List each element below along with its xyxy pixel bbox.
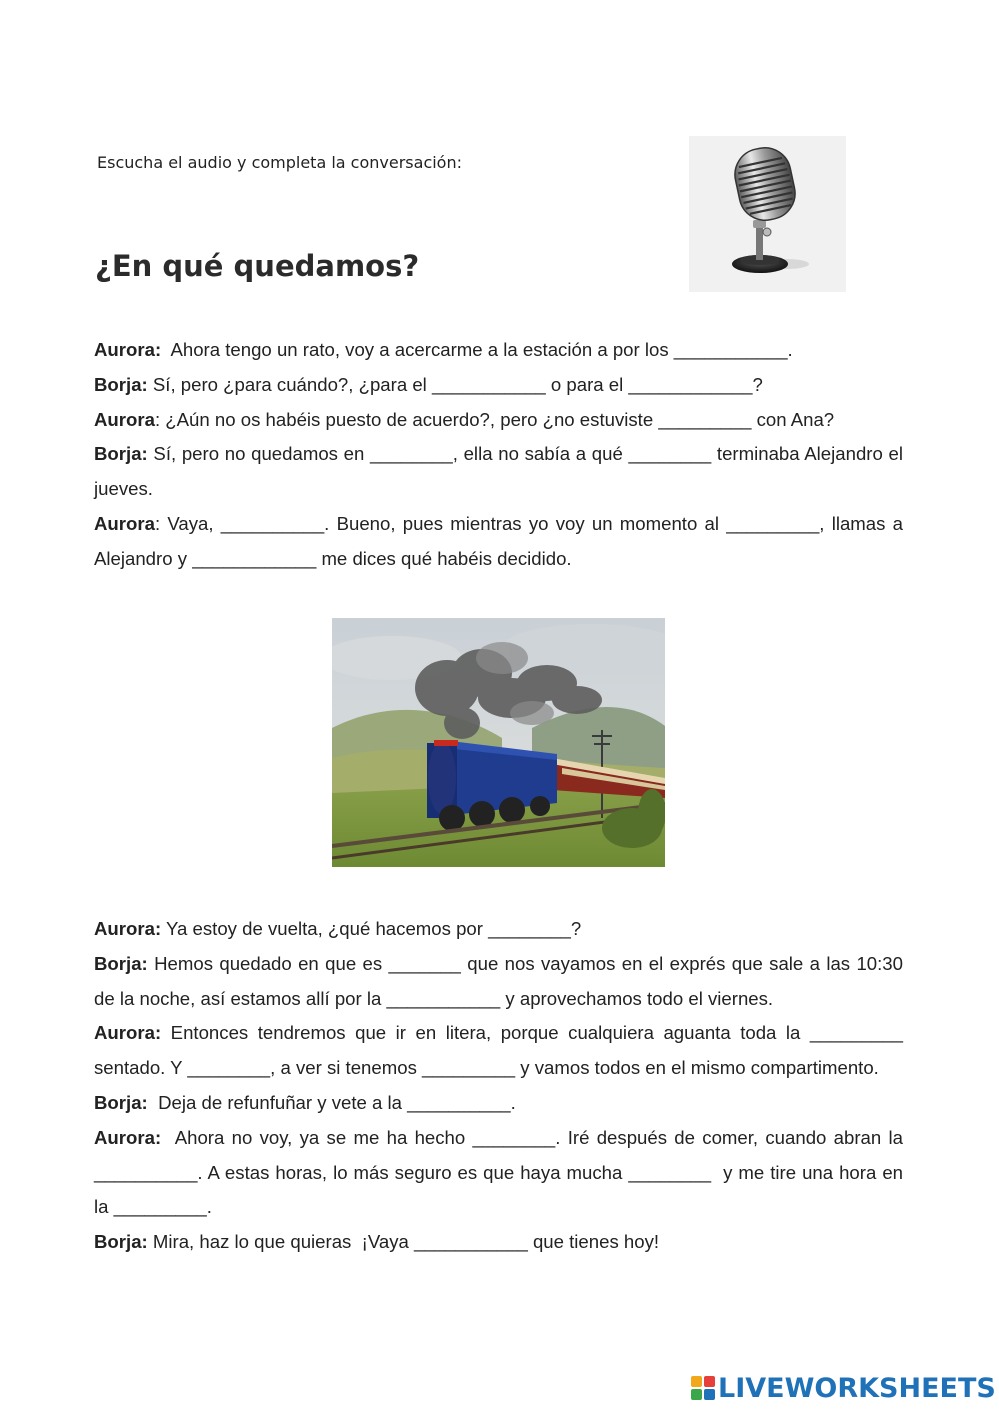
dialog-text: Entonces tendremos que ir en litera, porque cualquiera aguanta toda la _________ sentado. Y ________, a ver si tenemos _________ y vamos todos en el mismo compartimento. <box>94 1022 903 1079</box>
dialog-line <box>94 507 903 577</box>
instruction-text: Escucha el audio y completa la conversación: <box>97 153 462 172</box>
dialog-text: Sí, pero no quedamos en ________, ella no sabía a qué ________ terminaba Alejandro el jueves. <box>94 443 903 500</box>
speaker-name: Aurora: <box>94 1022 162 1044</box>
dialog-line <box>94 947 903 1017</box>
dialog-text: Sí, pero ¿para cuándo?, ¿para el ___________ o para el ____________? <box>147 373 763 395</box>
logo-text: LIVEWORKSHEETS <box>718 1372 996 1404</box>
speaker-name: Borja: <box>94 373 148 395</box>
dialog-text: : ¿Aún no os habéis puesto de acuerdo?, pero ¿no estuviste _________ con Ana? <box>154 408 835 430</box>
microphone-image <box>689 136 846 292</box>
dialog-line <box>94 1121 909 1225</box>
dialog-line <box>94 1086 903 1121</box>
steam-train-illustration <box>332 618 665 867</box>
speaker-name: Aurora <box>94 408 155 430</box>
dialog-text: Deja de refunfuñar y vete a la __________. <box>147 1091 516 1113</box>
dialog-line <box>94 368 903 403</box>
conversation-part-2 <box>94 912 909 1260</box>
speaker-name: Borja: <box>94 443 148 465</box>
speaker-name: Borja: <box>94 952 148 974</box>
liveworksheets-logo-icon <box>691 1376 715 1400</box>
speaker-name: Aurora: <box>94 918 162 939</box>
dialog-line <box>94 403 903 438</box>
dialog-line <box>94 1016 903 1086</box>
dialog-text: Ahora tengo un rato, voy a acercarme a la estación a por los ___________. <box>161 339 793 360</box>
train-image <box>332 618 665 867</box>
microphone-icon <box>689 136 846 292</box>
dialog-text: : Vaya, __________. Bueno, pues mientras yo voy un momento al _________, llamas a Alejandro y ____________ me dices qué habéis decidido. <box>94 512 903 569</box>
dialog-line <box>94 1225 903 1260</box>
speaker-name: Aurora <box>94 512 155 534</box>
speaker-name: Borja: <box>94 1231 148 1253</box>
speaker-name: Aurora: <box>94 339 162 360</box>
speaker-name: Aurora: <box>94 1126 162 1148</box>
speaker-name: Borja: <box>94 1091 148 1113</box>
dialog-text: Mira, haz lo que quieras ¡Vaya ___________ que tienes hoy! <box>147 1231 660 1253</box>
conversation-part-1 <box>94 333 903 577</box>
dialog-line <box>94 437 903 507</box>
dialog-text: Ahora no voy, ya se me ha hecho ________. Iré después de comer, cuando abran la __________. A estas horas, lo más seguro es que haya mucha ________ y me tire una hora en la _________. <box>94 1126 909 1218</box>
dialog-line <box>94 912 903 947</box>
liveworksheets-logo[interactable] <box>691 1373 996 1403</box>
dialog-text: Ya estoy de vuelta, ¿qué hacemos por ________? <box>161 918 582 939</box>
dialog-text: Hemos quedado en que es _______ que nos vayamos en el exprés que sale a las 10:30 de la noche, así estamos allí por la ___________ y aprovechamos todo el viernes. <box>94 952 903 1009</box>
page-title: ¿En qué quedamos? <box>95 249 420 283</box>
dialog-line <box>94 333 903 368</box>
